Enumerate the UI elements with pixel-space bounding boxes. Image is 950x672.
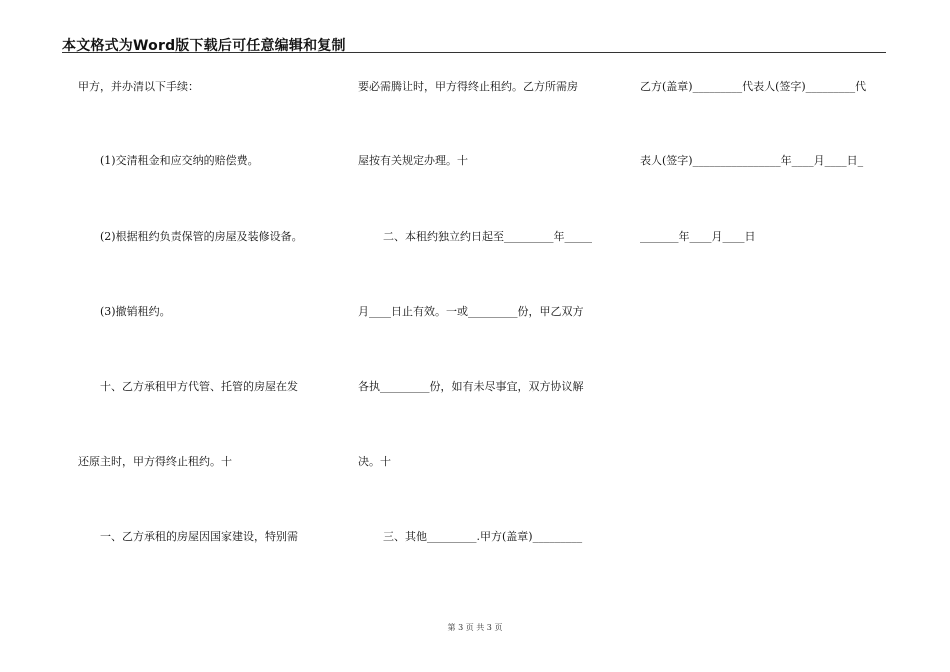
col3-line-3: _______年____月____日 (640, 230, 756, 243)
col1-line-2: (1)交清租金和应交纳的赔偿费。 (100, 154, 259, 167)
col2-line-6: 决。十 (358, 455, 391, 468)
col2-line-1: 要必需腾让时，甲方得终止租约。乙方所需房 (358, 80, 578, 93)
col3-line-1: 乙方(盖章)_________代表人(签字)_________代 (640, 80, 867, 93)
col1-line-6: 还原主时，甲方得终止租约。十 (78, 455, 232, 468)
col2-line-4: 月____日止有效。一或_________份，甲乙双方 (358, 305, 584, 318)
col2-line-5: 各执_________份，如有未尽事宜，双方协议解 (358, 380, 584, 393)
col3-line-2: 表人(签字)________________年____月____日_ (640, 154, 864, 167)
col1-line-4: (3)撤销租约。 (100, 305, 171, 318)
document-title: 本文格式为Word版下载后可任意编辑和复制 (62, 38, 346, 54)
header-divider (62, 52, 886, 53)
col2-line-3: 二、本租约独立约日起至_________年_____ (383, 230, 592, 243)
col1-line-3: (2)根据租约负责保管的房屋及装修设备。 (100, 230, 303, 243)
col2-line-7: 三、其他_________.甲方(盖章)_________ (383, 530, 583, 543)
col1-line-7: 一、乙方承租的房屋因国家建设，特别需 (100, 530, 298, 543)
col2-line-2: 屋按有关规定办理。十 (358, 154, 468, 167)
col1-line-1: 甲方，并办清以下手续： (78, 80, 199, 93)
col1-line-5: 十、乙方承租甲方代管、托管的房屋在发 (100, 380, 298, 393)
page-number: 第 3 页 共 3 页 (447, 623, 503, 632)
